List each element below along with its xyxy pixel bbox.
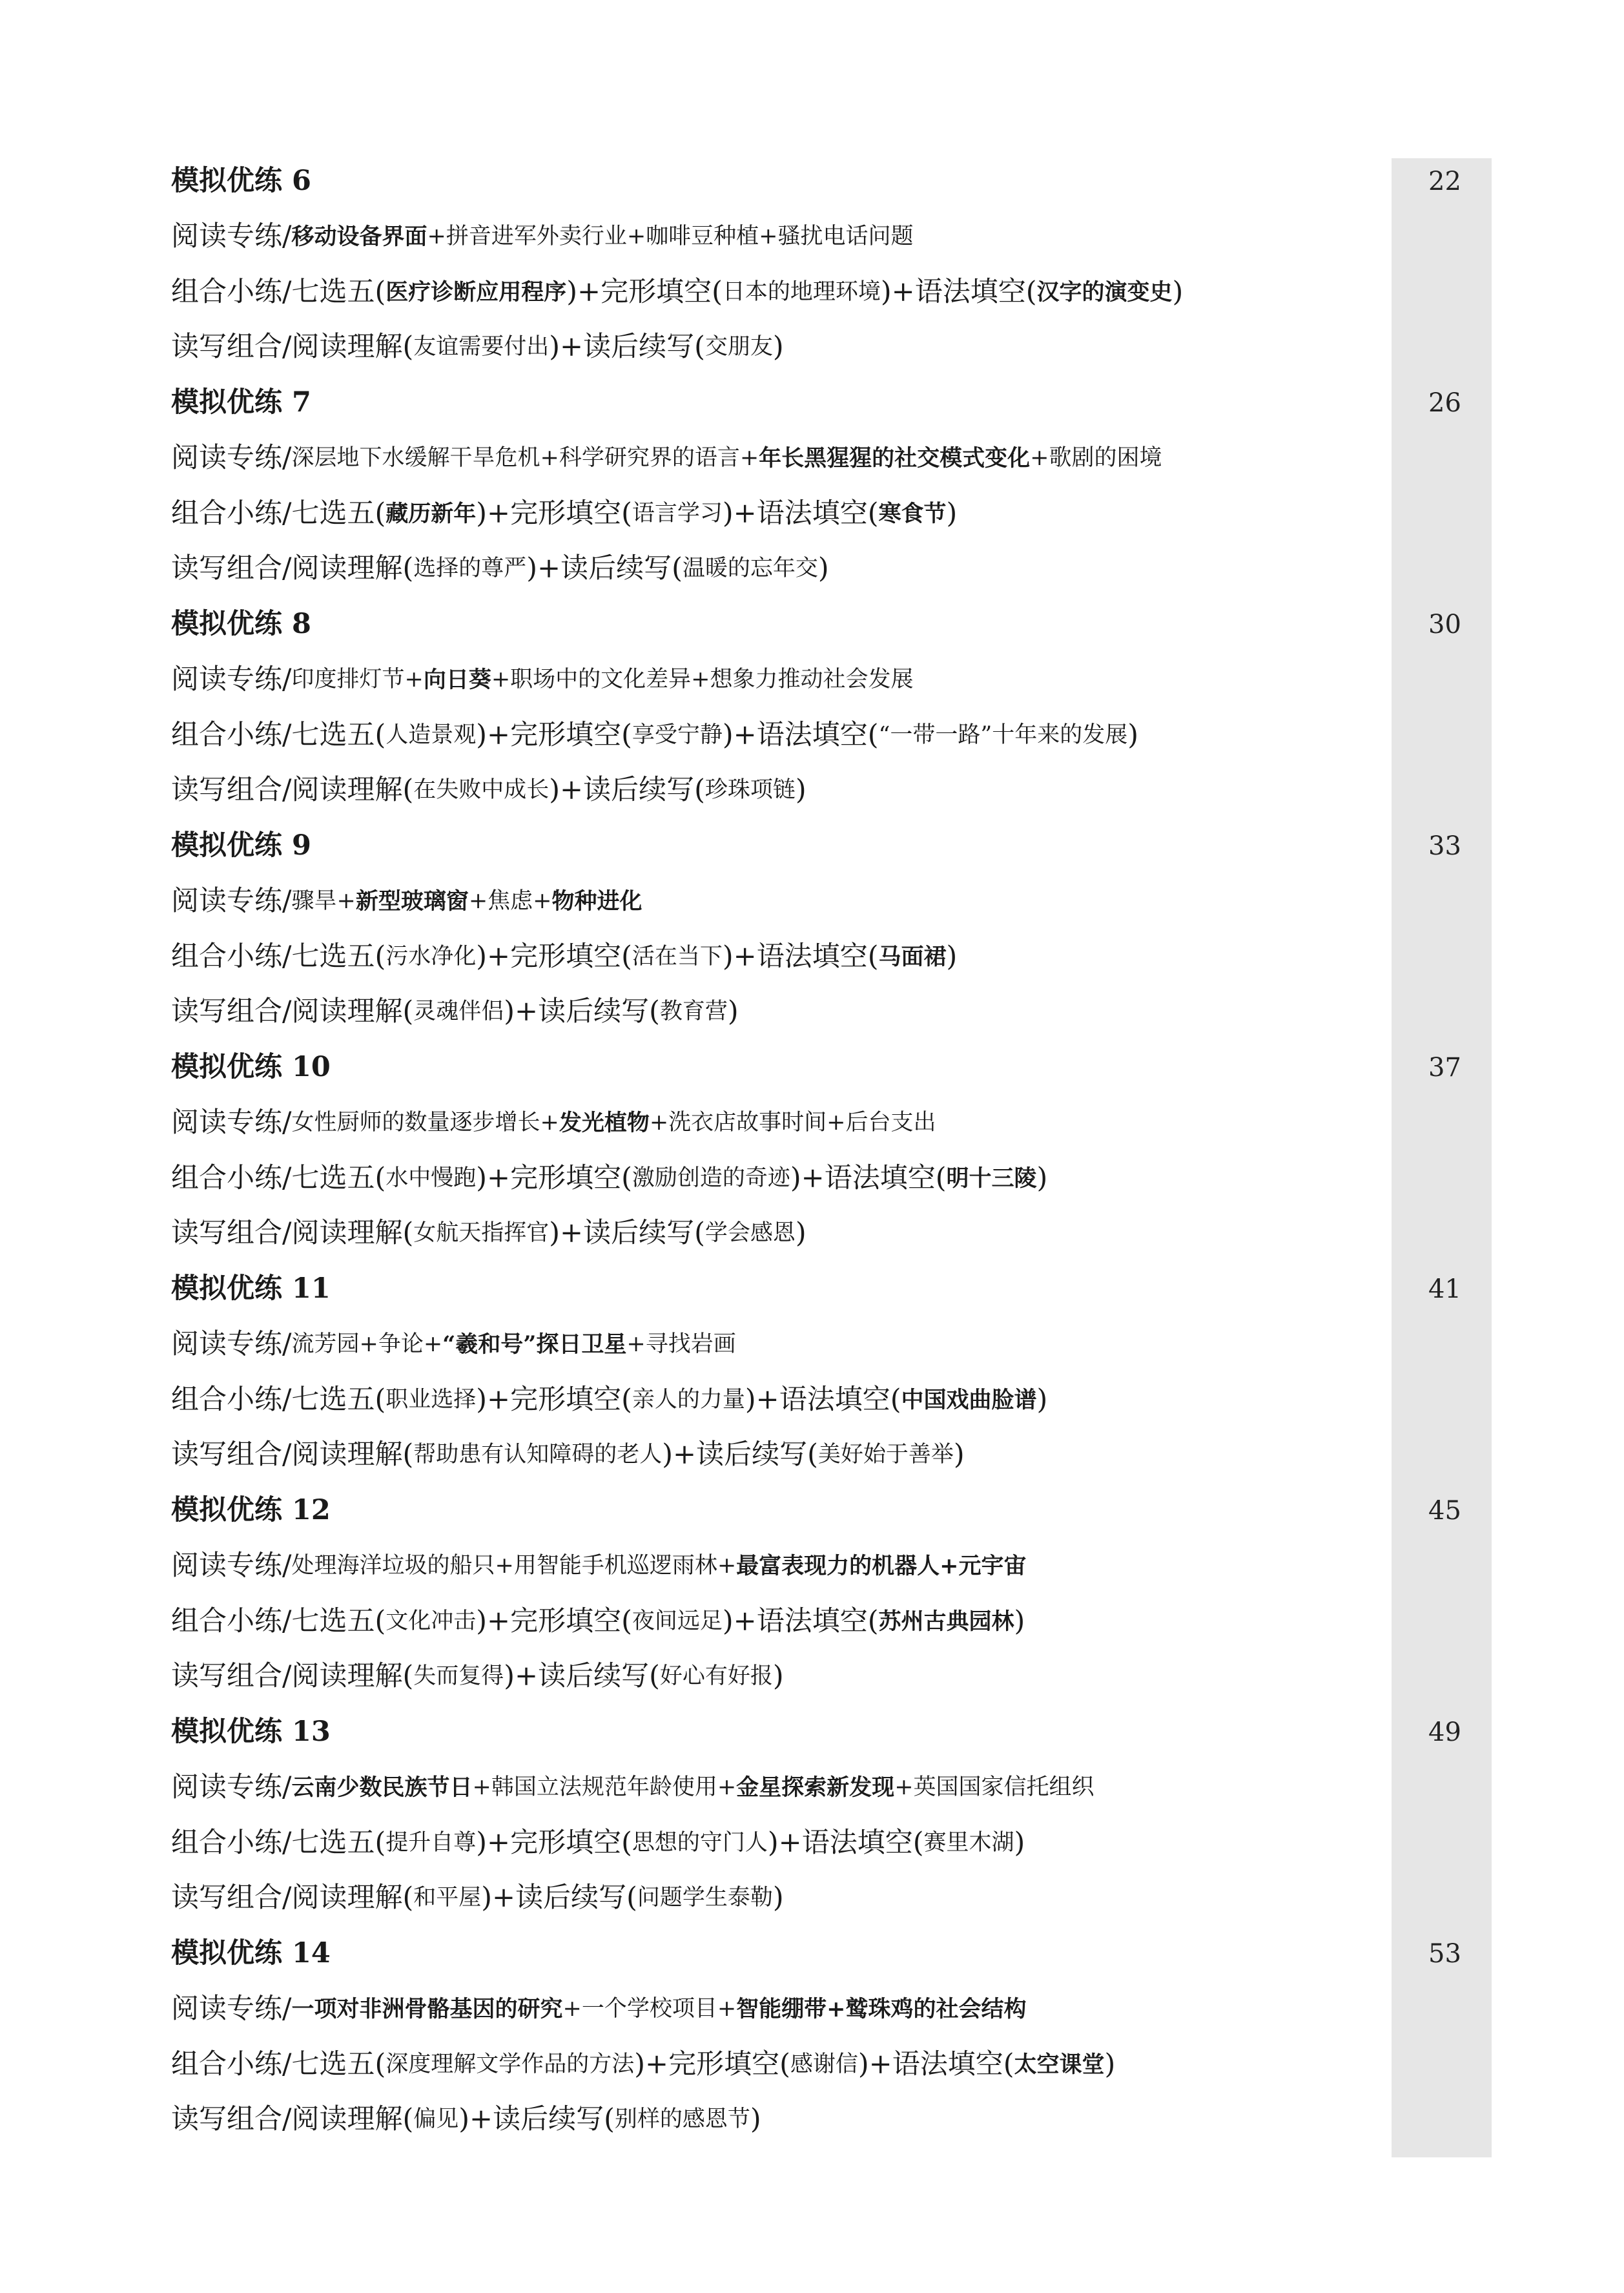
reading-practice-line	[171, 1317, 1495, 1373]
bold-topic-text: 中国戏曲脸谱	[901, 1386, 1037, 1413]
topic-text: 处理海洋垃圾的船只+用智能手机巡逻雨林+	[291, 1553, 737, 1579]
category-label: )+读后续写(	[549, 774, 705, 807]
section-title: 模拟优练 14	[171, 1937, 331, 1970]
toc-section	[171, 1040, 1495, 1261]
topic-text: +英国国家信托组织	[894, 1774, 1095, 1801]
read-write-line	[171, 1649, 1495, 1705]
toc-section	[171, 375, 1495, 597]
topic-text: 女航天指挥官	[413, 1220, 550, 1247]
page-number: 22	[1428, 166, 1461, 196]
toc-heading-row	[171, 1705, 1495, 1760]
topic-text: 失而复得	[413, 1663, 504, 1690]
topic-text: 活在当下	[632, 943, 723, 970]
topic-text: 亲人的力量	[632, 1386, 745, 1413]
topic-text: 日本的地理环境	[722, 278, 881, 305]
page-number: 53	[1428, 1938, 1461, 1969]
bold-topic-text: 一项对非洲骨骼基因的研究	[291, 1996, 563, 2023]
reading-practice-line	[171, 431, 1495, 486]
section-title: 模拟优练 9	[171, 829, 311, 862]
category-label: )+语法填空(	[790, 1161, 947, 1194]
combo-practice-line	[171, 2037, 1495, 2092]
topic-text: 职业选择	[385, 1386, 477, 1413]
bold-topic-text: 最富表现力的机器人+元宇宙	[736, 1553, 1027, 1580]
category-label: 阅读专练/	[171, 1328, 292, 1361]
category-label: )+语法填空(	[722, 497, 879, 530]
category-label: 组合小练/七选五(	[171, 1604, 386, 1637]
topic-text: 友谊需要付出	[413, 334, 550, 360]
bold-topic-text: 明十三陵	[946, 1165, 1037, 1192]
category-label: 阅读专练/	[171, 1550, 292, 1582]
reading-practice-line	[171, 1539, 1495, 1594]
topic-text: 好心有好报	[659, 1663, 773, 1690]
bold-topic-text: 发光植物	[559, 1110, 650, 1137]
read-write-line	[171, 763, 1495, 818]
category-label: 读写组合/阅读理解(	[171, 1438, 414, 1471]
page-number: 37	[1428, 1052, 1461, 1083]
category-label: )+完形填空(	[566, 275, 723, 308]
topic-text: 交朋友	[704, 334, 773, 360]
toc-heading-row	[171, 1926, 1495, 1982]
page-number: 49	[1428, 1717, 1461, 1747]
topic-text: 流芳园+争论+	[291, 1331, 443, 1358]
bold-topic-text: 汉字的演变史	[1036, 278, 1173, 306]
topic-text: 污水净化	[385, 943, 477, 970]
bold-topic-text: 医疗诊断应用程序	[385, 278, 567, 306]
category-label: 组合小练/七选五(	[171, 1383, 386, 1416]
page-number: 30	[1428, 609, 1461, 639]
combo-practice-line	[171, 929, 1495, 984]
category-label: 组合小练/七选五(	[171, 718, 386, 751]
category-label: )	[1036, 1161, 1048, 1194]
category-label: )	[750, 2103, 761, 2136]
category-label: 组合小练/七选五(	[171, 940, 386, 973]
read-write-line	[171, 541, 1495, 597]
category-label: )+语法填空(	[767, 1826, 924, 1859]
page-number: 26	[1428, 388, 1461, 418]
topic-text: 水中慢跑	[385, 1165, 477, 1191]
reading-practice-line	[171, 652, 1495, 708]
category-label: )	[1127, 718, 1139, 751]
category-label: 阅读专练/	[171, 663, 292, 696]
category-label: )	[1172, 275, 1184, 308]
category-label: )+语法填空(	[722, 718, 879, 751]
toc-section	[171, 1926, 1495, 2148]
read-write-line	[171, 320, 1495, 375]
topic-text: 赛里木湖	[923, 1829, 1014, 1856]
topic-text: 提升自尊	[385, 1829, 477, 1856]
category-label: 读写组合/阅读理解(	[171, 1660, 414, 1693]
toc-heading-row	[171, 1261, 1495, 1317]
category-label: )	[953, 1438, 965, 1471]
bold-topic-text: 移动设备界面	[291, 223, 427, 251]
topic-text: 深层地下水缓解干旱危机+科学研究界的语言+	[291, 445, 759, 472]
reading-practice-line	[171, 1982, 1495, 2037]
category-label: 读写组合/阅读理解(	[171, 552, 414, 585]
category-label: 读写组合/阅读理解(	[171, 1882, 414, 1914]
category-label: )+读后续写(	[481, 1882, 637, 1914]
topic-text: 温暖的忘年交	[682, 555, 818, 582]
category-label: 阅读专练/	[171, 220, 292, 253]
bold-topic-text: 寒食节	[878, 500, 947, 527]
category-label: )+读后续写(	[526, 552, 683, 585]
category-label: )+完形填空(	[476, 497, 632, 530]
bold-topic-text: 金星探索新发现	[736, 1774, 895, 1801]
topic-text: 美好始于善举	[817, 1442, 954, 1468]
topic-text: 文化冲击	[385, 1608, 477, 1634]
category-label: )+完形填空(	[476, 1383, 632, 1416]
reading-practice-line	[171, 1095, 1495, 1151]
read-write-line	[171, 984, 1495, 1040]
topic-text: 思想的守门人	[632, 1829, 768, 1856]
page-number: 41	[1428, 1274, 1461, 1304]
topic-text: 语言学习	[632, 500, 723, 526]
category-label: 阅读专练/	[171, 1771, 292, 1804]
topic-text: 印度排灯节+	[291, 667, 424, 693]
category-label: )	[772, 331, 784, 364]
topic-text: +寻找岩画	[626, 1331, 736, 1358]
toc-heading-row	[171, 1040, 1495, 1095]
category-label: )	[795, 1217, 807, 1250]
category-label: 读写组合/阅读理解(	[171, 331, 414, 364]
topic-text: “一带一路”十年来的发展	[878, 721, 1128, 748]
bold-topic-text: 太空课堂	[1014, 2051, 1105, 2078]
toc-section	[171, 818, 1495, 1040]
section-title: 模拟优练 6	[171, 165, 311, 198]
category-label: )	[1036, 1383, 1048, 1416]
topic-text: +歌剧的困境	[1030, 445, 1162, 472]
bold-topic-text: 向日葵	[423, 667, 491, 694]
read-write-line	[171, 1427, 1495, 1483]
topic-text: 别样的感恩节	[614, 2106, 750, 2133]
section-title: 模拟优练 11	[171, 1272, 331, 1305]
category-label: )+完形填空(	[476, 718, 632, 751]
read-write-line	[171, 1206, 1495, 1261]
category-label: )	[727, 995, 739, 1028]
bold-topic-text: 藏历新年	[385, 500, 477, 527]
topic-text: +一个学校项目+	[562, 1996, 737, 2022]
section-title: 模拟优练 8	[171, 608, 311, 641]
toc-section	[171, 154, 1495, 375]
category-label: )+语法填空(	[722, 940, 879, 973]
category-label: )	[817, 552, 829, 585]
category-label: )	[772, 1660, 784, 1693]
reading-practice-line	[171, 209, 1495, 265]
category-label: )+完形填空(	[634, 2048, 790, 2080]
topic-text: 问题学生泰勒	[637, 1885, 773, 1911]
toc-heading-row	[171, 1483, 1495, 1539]
topic-text: 选择的尊严	[413, 555, 527, 582]
bold-topic-text: 智能绷带+鹫珠鸡的社会结构	[736, 1996, 1027, 2023]
topic-text: +职场中的文化差异+想象力推动社会发展	[491, 667, 914, 693]
section-title: 模拟优练 7	[171, 386, 311, 419]
category-label: )+读后续写(	[458, 2103, 615, 2136]
toc-heading-row	[171, 154, 1495, 209]
category-label: )+完形填空(	[476, 1604, 632, 1637]
category-label: )+语法填空(	[745, 1383, 901, 1416]
topic-text: 灵魂伴侣	[413, 999, 504, 1025]
read-write-line	[171, 1871, 1495, 1926]
bold-topic-text: 苏州古典园林	[878, 1608, 1014, 1635]
combo-practice-line	[171, 1372, 1495, 1427]
page-number: 45	[1428, 1495, 1461, 1526]
combo-practice-line	[171, 1815, 1495, 1871]
combo-practice-line	[171, 264, 1495, 320]
category-label: 阅读专练/	[171, 1993, 292, 2026]
toc-section	[171, 1705, 1495, 1926]
topic-text: 珍珠项链	[704, 777, 796, 804]
category-label: )+读后续写(	[549, 331, 705, 364]
combo-practice-line	[171, 486, 1495, 541]
toc-section	[171, 597, 1495, 818]
category-label: 组合小练/七选五(	[171, 2048, 386, 2080]
category-label: )+读后续写(	[549, 1217, 705, 1250]
category-label: 读写组合/阅读理解(	[171, 1217, 414, 1250]
combo-practice-line	[171, 1150, 1495, 1206]
toc-heading-row	[171, 597, 1495, 652]
category-label: )+完形填空(	[476, 1161, 632, 1194]
topic-text: 人造景观	[385, 721, 477, 748]
read-write-line	[171, 2092, 1495, 2148]
topic-text: 深度理解文学作品的方法	[385, 2051, 635, 2077]
category-label: )+语法填空(	[722, 1604, 879, 1637]
combo-practice-line	[171, 1593, 1495, 1649]
reading-practice-line	[171, 874, 1495, 929]
category-label: 组合小练/七选五(	[171, 1826, 386, 1859]
category-label: )	[1014, 1826, 1025, 1859]
topic-text: 骤旱+	[291, 888, 356, 915]
category-label: 阅读专练/	[171, 885, 292, 918]
bold-topic-text: 新型玻璃窗	[355, 888, 469, 915]
category-label: )	[946, 940, 958, 973]
toc-section	[171, 1483, 1495, 1705]
bold-topic-text: 物种进化	[551, 888, 642, 915]
category-label: )	[946, 497, 958, 530]
category-label: )	[795, 774, 807, 807]
topic-text: +韩国立法规范年龄使用+	[472, 1774, 737, 1801]
category-label: )+语法填空(	[880, 275, 1037, 308]
topic-text: 夜间远足	[632, 1608, 723, 1634]
reading-practice-line	[171, 1760, 1495, 1816]
category-label: )	[772, 1882, 784, 1914]
topic-text: 和平屋	[413, 1885, 482, 1911]
section-title: 模拟优练 12	[171, 1494, 331, 1527]
topic-text: 感谢信	[790, 2051, 858, 2077]
category-label: )+语法填空(	[858, 2048, 1014, 2080]
toc-heading-row	[171, 818, 1495, 874]
category-label: )	[1014, 1604, 1025, 1637]
topic-text: 学会感恩	[704, 1220, 796, 1247]
topic-text: 教育营	[659, 999, 728, 1025]
category-label: )	[1104, 2048, 1116, 2080]
category-label: 组合小练/七选五(	[171, 497, 386, 530]
bold-topic-text: 马面裙	[878, 943, 947, 970]
topic-text: 帮助患有认知障碍的老人	[413, 1442, 663, 1468]
page-number: 33	[1428, 831, 1461, 861]
topic-text: 在失败中成长	[413, 777, 550, 804]
category-label: )+读后续写(	[504, 1660, 660, 1693]
table-of-contents	[171, 154, 1495, 2148]
bold-topic-text: 云南少数民族节日	[291, 1774, 473, 1801]
topic-text: 激励创造的奇迹	[632, 1165, 790, 1191]
toc-section	[171, 1261, 1495, 1483]
topic-text: +洗衣店故事时间+后台支出	[649, 1110, 936, 1136]
category-label: 读写组合/阅读理解(	[171, 2103, 414, 2136]
category-label: )+读后续写(	[662, 1438, 818, 1471]
category-label: 阅读专练/	[171, 442, 292, 475]
topic-text: 享受宁静	[632, 721, 723, 748]
section-title: 模拟优练 13	[171, 1716, 331, 1748]
category-label: 组合小练/七选五(	[171, 275, 386, 308]
category-label: 组合小练/七选五(	[171, 1161, 386, 1194]
topic-text: +拼音进军外卖行业+咖啡豆种植+骚扰电话问题	[427, 223, 914, 250]
bold-topic-text: “羲和号”探日卫星	[442, 1331, 627, 1358]
topic-text: 女性厨师的数量逐步增长+	[291, 1110, 559, 1136]
category-label: 阅读专练/	[171, 1106, 292, 1139]
category-label: 读写组合/阅读理解(	[171, 774, 414, 807]
category-label: 读写组合/阅读理解(	[171, 995, 414, 1028]
bold-topic-text: 年长黑猩猩的社交模式变化	[759, 445, 1031, 472]
section-title: 模拟优练 10	[171, 1051, 331, 1084]
toc-heading-row	[171, 375, 1495, 431]
topic-text: +焦虑+	[468, 888, 552, 915]
topic-text: 偏见	[413, 2106, 459, 2133]
category-label: )+完形填空(	[476, 940, 632, 973]
combo-practice-line	[171, 707, 1495, 763]
category-label: )+完形填空(	[476, 1826, 632, 1859]
category-label: )+读后续写(	[504, 995, 660, 1028]
